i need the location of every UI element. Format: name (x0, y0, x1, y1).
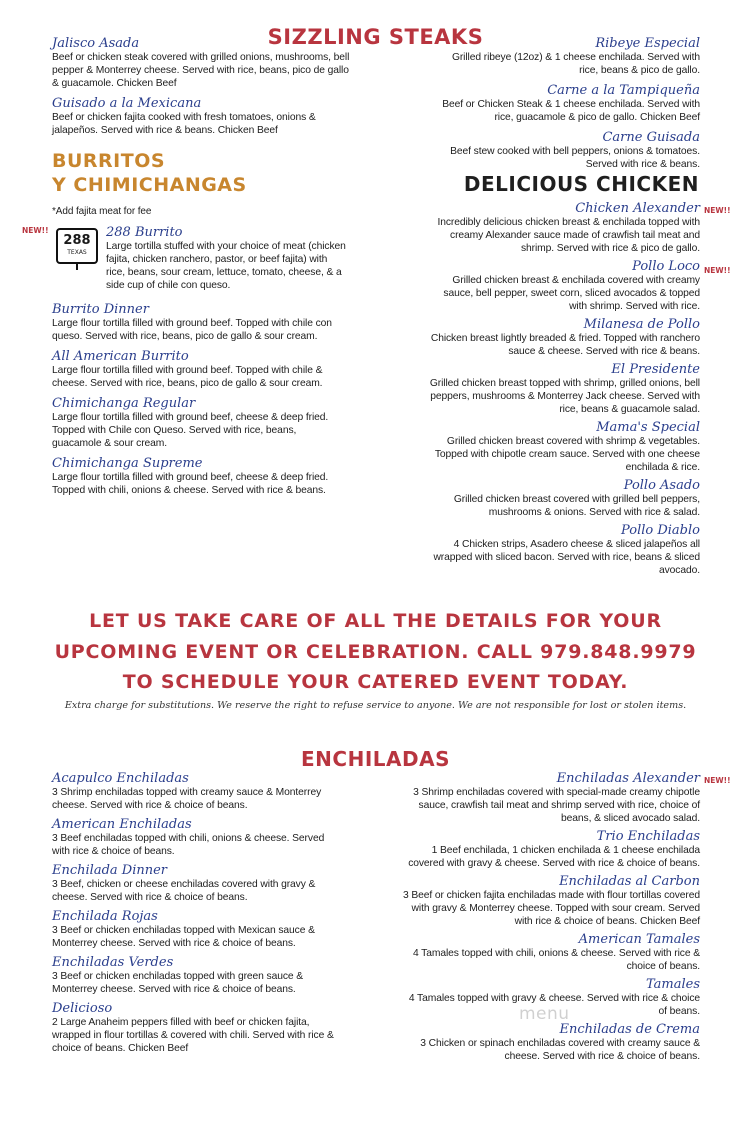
item-name: Milanesa de Pollo (583, 317, 700, 332)
item-name: Delicioso (52, 1001, 113, 1016)
item-name: Pollo Diablo (621, 523, 700, 538)
item-name: Acapulco Enchiladas (52, 771, 189, 786)
item-name: American Enchiladas (52, 817, 192, 832)
sizzling-steaks-title: SIZZLING STEAKS (267, 25, 484, 49)
menu-item (425, 420, 700, 474)
new-badge: NEW!! (704, 776, 731, 785)
item-name: Enchiladas Verdes (52, 955, 174, 970)
new-badge: NEW!! (704, 206, 731, 215)
fine-print: Extra charge for substitutions. We reserve the right to refuse service to anyone. We are not responsible for lost or stolen items. (64, 700, 687, 711)
item-description: 3 Chicken or spinach enchiladas covered with creamy sauce & cheese. Served with rice & choice of beans. (420, 1038, 700, 1062)
burritos-title-line2: Y CHIMICHANGAS (52, 174, 247, 196)
new-badge: NEW!! (22, 226, 49, 235)
menu-item (52, 96, 352, 137)
item-description: Beef or chicken fajita cooked with fresh tomatoes, onions & jalapeños. Served with rice & beans. Chicken Beef (52, 112, 316, 136)
item-description: 3 Beef, chicken or cheese enchiladas covered with gravy & cheese. Served with rice & choice of beans. (52, 879, 316, 903)
menu-item (425, 362, 700, 416)
item-name: Enchilada Rojas (52, 909, 158, 924)
chicken-column (425, 201, 700, 581)
item-name: Carne a la Tampiqueña (547, 83, 700, 98)
enchiladas-title: ENCHILADAS (301, 747, 450, 771)
item-description: Grilled chicken breast covered with grilled bell peppers, mushrooms & onions. Served with rice & salad. (453, 494, 700, 518)
sign-state: TEXAS (67, 249, 87, 256)
item-name: El Presidente (611, 362, 700, 377)
item-description: Grilled ribeye (12oz) & 1 cheese enchilada. Served with rice, beans & pico de gallo. (451, 52, 700, 76)
item-description: Grilled chicken breast covered with shrimp & vegetables. Topped with chipotle cream sauce. Served with one cheese enchilada & rice. (434, 436, 700, 473)
item-description: Large flour tortilla filled with ground beef. Topped with chile con queso. Served with rice, beans, pico de gallo & sour cream. (52, 318, 332, 342)
menu-item (400, 932, 700, 973)
item-description: 3 Beef or chicken fajita enchiladas made with flour tortillas covered with gravy & Monterrey cheese. Topped with sour cream. Served with rice & choice of beans. Chicken Beef (402, 890, 700, 927)
menu-item (425, 317, 700, 358)
item-description: 3 Shrimp enchiladas topped with creamy sauce & Monterrey cheese. Served with rice & choice of beans. (52, 787, 322, 811)
catering-line-2: UPCOMING EVENT OR CELEBRATION. CALL 979.848.9979 (54, 641, 697, 663)
watermark-logo: menu (519, 1004, 570, 1024)
fajita-note: *Add fajita meat for fee (52, 206, 152, 217)
item-description: Beef or chicken steak covered with grilled onions, mushrooms, bell pepper & Monterrey cheese. Served with rice, beans, pico de gallo & guacamole. Chicken Beef (52, 52, 350, 89)
menu-item (52, 817, 342, 858)
item-name: Enchiladas al Carbon (559, 874, 700, 889)
item-name: Chimichanga Regular (52, 396, 196, 411)
menu-item (400, 874, 700, 928)
menu-item (425, 201, 700, 255)
item-description: 3 Beef enchiladas topped with chili, onions & cheese. Served with rice & choice of beans. (52, 833, 325, 857)
burritos-title (52, 149, 247, 197)
menu-item (52, 1001, 342, 1055)
menu-item (425, 478, 700, 519)
item-name: Guisado a la Mexicana (52, 96, 202, 111)
item-description: 1 Beef enchilada, 1 chicken enchilada & 1 cheese enchilada covered with gravy & cheese. Served with rice & choice of beans. (408, 845, 700, 869)
burritos-title-line1: BURRITOS (52, 150, 166, 172)
menu-item (52, 36, 352, 90)
item-name: Chicken Alexander (575, 201, 700, 216)
item-description: Grilled chicken breast & enchilada covered with creamy sauce, bell pepper, sweet corn, sliced avocados & topped with shrimp. Served with rice. (443, 275, 700, 312)
item-name: Burrito Dinner (52, 302, 149, 317)
menu-item (52, 955, 342, 996)
item-name: Enchilada Dinner (52, 863, 168, 878)
catering-line-3: TO SCHEDULE YOUR CATERED EVENT TODAY. (122, 671, 629, 693)
item-description: 2 Large Anaheim peppers filled with beef or chicken fajita, wrapped in flour tortillas & covered with chili. Served with rice & choice of beans. Chicken Beef (52, 1017, 334, 1054)
item-name: Enchiladas Alexander (556, 771, 700, 786)
item-description: 4 Chicken strips, Asadero cheese & sliced jalapeños all wrapped with sliced bacon. Served with rice, beans & sliced avocado. (433, 539, 700, 576)
menu-item (52, 349, 342, 390)
menu-item (52, 771, 342, 812)
item-description: Chicken breast lightly breaded & fried. Topped with ranchero sauce & cheese. Served with rice & beans. (430, 333, 700, 357)
steaks-right-column (435, 36, 700, 177)
chicken-title: DELICIOUS CHICKEN (463, 172, 699, 196)
menu-item (425, 523, 700, 577)
item-description: 3 Shrimp enchiladas covered with special-made creamy chipotle sauce, crawfish tail meat and shrimp served with rice, choice of beans, & sliced avocado salad. (413, 787, 700, 824)
item-name: Tamales (645, 977, 700, 992)
menu-item (400, 771, 700, 825)
menu-item (52, 396, 342, 450)
menu-item (435, 130, 700, 171)
burritos-column (52, 302, 342, 503)
item-name: Trio Enchiladas (596, 829, 700, 844)
steaks-left-column (52, 36, 352, 143)
item-description: Grilled chicken breast topped with shrimp, grilled onions, bell peppers, mushrooms & Monterrey Jack cheese. Served with rice, beans & guacamole salad. (429, 378, 700, 415)
highway-288-sign-icon (56, 228, 98, 264)
menu-item (52, 909, 342, 950)
item-description: Incredibly delicious chicken breast & enchilada topped with creamy Alexander sauce made of crawfish tail meat and shrimp. Served with rice & pico de gallo. (437, 217, 700, 254)
catering-line-1: LET US TAKE CARE OF ALL THE DETAILS FOR YOUR (89, 610, 662, 632)
new-badge: NEW!! (704, 266, 731, 275)
menu-item (400, 829, 700, 870)
item-name: Ribeye Especial (595, 36, 700, 51)
item-description: 4 Tamales topped with gravy & cheese. Served with rice & choice of beans. (408, 993, 700, 1017)
item-name: Jalisco Asada (52, 36, 140, 51)
menu-item (435, 83, 700, 124)
item-name: 288 Burrito (106, 225, 183, 240)
item-name: Mama's Special (596, 420, 700, 435)
item-name: Chimichanga Supreme (52, 456, 203, 471)
item-name: Pollo Asado (623, 478, 700, 493)
item-description: 3 Beef or chicken enchiladas topped with green sauce & Monterrey cheese. Served with rice & choice of beans. (52, 971, 304, 995)
menu-item (52, 863, 342, 904)
menu-item (52, 456, 342, 497)
item-name: American Tamales (578, 932, 700, 947)
item-name: All American Burrito (52, 349, 189, 364)
item-name: Pollo Loco (632, 259, 700, 274)
sign-post (76, 264, 78, 270)
enchiladas-left-column (52, 771, 342, 1060)
item-name: Enchiladas de Crema (559, 1022, 700, 1037)
menu-item (435, 36, 700, 77)
menu-item (52, 302, 342, 343)
item-description: Beef stew cooked with bell peppers, onions & tomatoes. Served with rice & beans. (450, 146, 700, 170)
item-description: Large flour tortilla filled with ground beef. Topped with chile & cheese. Served with rice, beans, pico de gallo & sour cream. (52, 365, 323, 389)
burrito-288-item (106, 225, 346, 292)
item-description: Large flour tortilla filled with ground beef, cheese & deep fried. Topped with Chile con Queso. Served with rice, beans, guacamole & sour cream. (52, 412, 329, 449)
item-description: Large flour tortilla filled with ground beef, cheese & deep fried. Topped with chili, onions & cheese. Served with rice & beans. (52, 472, 329, 496)
item-description: 4 Tamales topped with chili, onions & cheese. Served with rice & choice of beans. (412, 948, 700, 972)
item-description: Large tortilla stuffed with your choice of meat (chicken fajita, chicken ranchero, pastor, or beef fajita) with rice, beans, sour cream, lettuce, tomato, cheese, & a side cup of chile con queso. (106, 241, 346, 291)
menu-item (400, 1022, 700, 1063)
item-name: Carne Guisada (602, 130, 700, 145)
item-description: 3 Beef or chicken enchiladas topped with Mexican sauce & Monterrey cheese. Served with rice & choice of beans. (52, 925, 315, 949)
menu-item (425, 259, 700, 313)
item-description: Beef or Chicken Steak & 1 cheese enchilada. Served with rice, guacamole & pico de gallo. Chicken Beef (442, 99, 700, 123)
sign-number: 288 (63, 233, 91, 248)
